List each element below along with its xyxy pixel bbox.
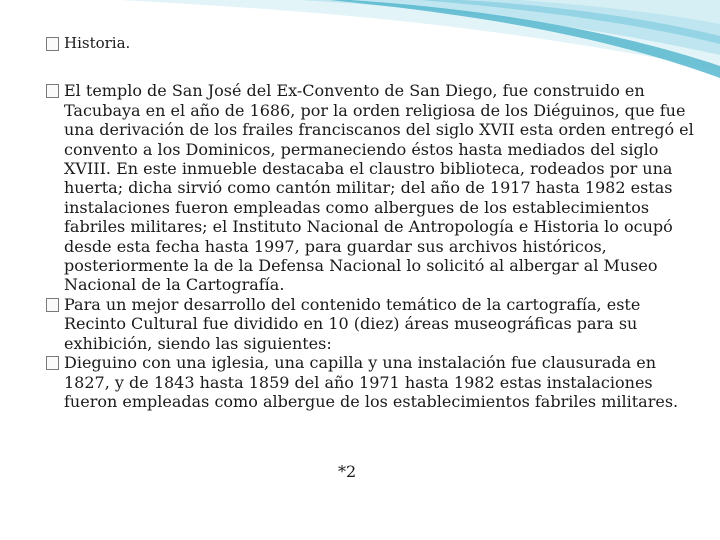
paragraph-text: Dieguino con una iglesia, una capilla y una instalación fue clausurada en 1827, y de 1843 hasta 1859 del año 1971 hasta 1982 estas instalaciones fueron empleadas como albergue de los establecimientos fabriles militares. [64,353,679,411]
paragraph-text: El templo de San José del Ex-Convento de San Diego, fue construido en Tacubaya en el año de 1686, por la orden religiosa de los Diéguinos, que fue una derivación de los frailes franciscanos del siglo XVII esta orden entregó el convento a los Dominicos, permaneciendo éstos hasta mediados del siglo XVIII. En este inmueble destacaba el claustro biblioteca, rodeados por una huerta; dicha sirvió como cantón militar; del año de 1917 hasta 1982 estas instalaciones fueron empleadas como albergues de los establecimientos fabriles militares; el Instituto Nacional de Antropología e Historia lo ocupó desde esta fecha hasta 1997, para guardar sus archivos históricos, posteriormente la de la Defensa Nacional lo solicitó al albergar al Museo Nacional de la Cartografía. [64,81,694,295]
paragraph-history [46,81,696,294]
square-bullet-icon [46,356,59,370]
footnote-marker: *2 [338,462,357,481]
paragraph-dieguino [46,353,696,411]
paragraph-areas [46,295,696,353]
paragraph-text: Para un mejor desarrollo del contenido temático de la cartografía, este Recinto Cultural fue dividido en 10 (diez) áreas museográficas para su exhibición, siendo las siguientes: [64,294,641,353]
square-bullet-icon [46,84,59,98]
section-title [46,34,696,53]
square-bullet-icon [46,298,59,312]
square-bullet-icon [46,37,59,51]
slide-body [46,34,696,411]
section-title-text: Historia. [64,34,131,52]
